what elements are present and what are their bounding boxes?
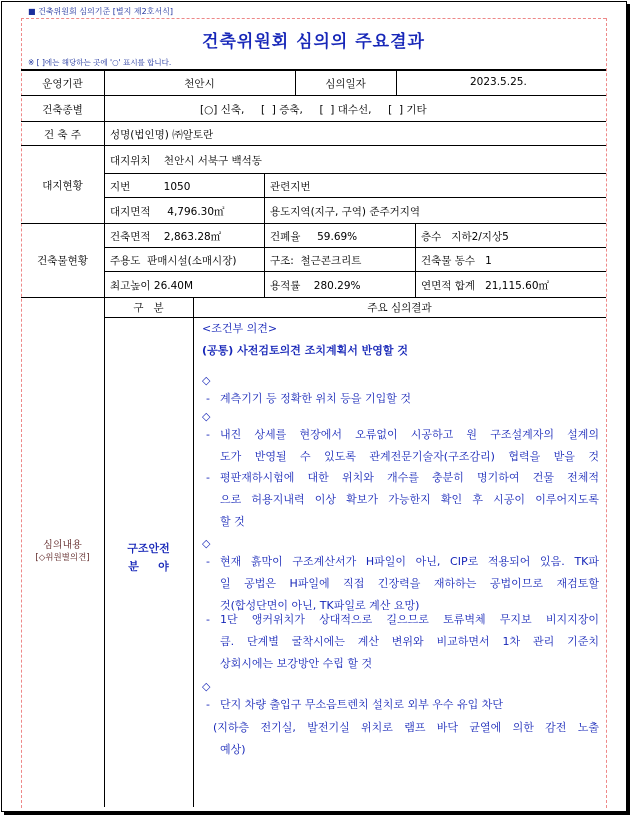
review-line: 현재 흙막이 구조계산서가 H파일이 아닌, CIP로 적용되어 있음. TK파 bbox=[220, 555, 599, 568]
building-max-height: 최고높이 26.40M bbox=[110, 280, 194, 292]
diamond-icon: ◇ bbox=[202, 680, 211, 693]
review-line: 내진 상세를 현장에서 오류없이 시공하고 원 구조설계자의 설계의 bbox=[220, 428, 599, 441]
list-item bbox=[199, 467, 599, 533]
review-line: 예상) bbox=[220, 743, 246, 756]
dash-bullet: - bbox=[206, 613, 210, 626]
review-line: 으로 허용지내력 이상 확보가 가능한지 확인 후 시공이 이루어지도록 bbox=[220, 493, 599, 506]
building-type-value: [○] 신축, [ ] 증축, [ ] 대수선, [ ] 기타 bbox=[200, 104, 427, 116]
building-far: 용적률 280.29% bbox=[270, 280, 361, 292]
site-label: 대지현황 bbox=[42, 180, 83, 192]
building-total-floor-area: 연면적 합계 21,115.60㎡ bbox=[421, 280, 550, 292]
review-section-label: 심의내용 bbox=[43, 540, 82, 551]
building-count: 건축물 동수 1 bbox=[421, 255, 492, 267]
review-date-label: 심의일자 bbox=[325, 78, 366, 90]
diamond-icon: ◇ bbox=[202, 374, 211, 387]
diamond-icon: ◇ bbox=[202, 537, 211, 550]
page-title: 건축위원회 심의의 주요결과 bbox=[202, 32, 425, 52]
category-structural-sub: 분 야 bbox=[128, 560, 169, 573]
site-area: 대지면적 4,796.30㎡ bbox=[110, 206, 225, 218]
margin-guide-top bbox=[21, 18, 606, 19]
review-line: 평판재하시험에 대한 위치와 개수를 충분히 명기하여 건물 전체적 bbox=[220, 471, 599, 484]
list-item bbox=[199, 388, 599, 410]
dash-bullet: - bbox=[206, 392, 210, 405]
review-date-value: 2023.5.25. bbox=[470, 76, 527, 88]
condition-heading: <조건부 의견> bbox=[202, 322, 278, 335]
list-item bbox=[213, 717, 599, 761]
building-structure: 구조: 철근콘크리트 bbox=[270, 255, 362, 267]
building-main-use: 주용도 판매시설(소매시장) bbox=[110, 255, 237, 267]
site-lot: 지번 1050 bbox=[110, 181, 191, 193]
review-line: 1단 앵커위치가 상대적으로 길으므로 토류벽체 무지보 비지지장이 bbox=[220, 613, 599, 626]
review-line: 큼. 단계별 굴착시에는 계산 변위와 비교하면서 1차 관리 기준치 bbox=[220, 635, 599, 648]
operator-label: 운영기관 bbox=[42, 78, 83, 90]
dash-bullet: - bbox=[206, 555, 210, 568]
category-structural: 구조안전 bbox=[127, 542, 170, 555]
site-zone: 용도지역(지구, 구역) 준주거지역 bbox=[270, 206, 421, 218]
review-section-sublabel: [◇위원별의견] bbox=[35, 553, 90, 563]
review-line: 것(합성단면이 아닌, TK파일로 계산 요망) bbox=[220, 599, 420, 612]
list-item bbox=[199, 609, 599, 675]
site-location: 대지위치 천안시 서북구 백석동 bbox=[110, 155, 262, 167]
review-line: (지하층 전기실, 발전기실 위치로 램프 바닥 균열에 의한 감전 노출 bbox=[213, 721, 599, 734]
site-related-lot: 관련지번 bbox=[270, 181, 311, 193]
dash-bullet: - bbox=[206, 471, 210, 484]
owner-label: 건 축 주 bbox=[43, 129, 82, 141]
owner-value: 성명(법인명) ㈜알토란 bbox=[110, 129, 214, 141]
list-item bbox=[199, 424, 599, 468]
col-category-header: 구 분 bbox=[133, 302, 164, 314]
dash-bullet: - bbox=[206, 428, 210, 441]
review-line: 일 공법은 H파일에 직접 긴장력을 재하하는 공법이므로 재검토할 bbox=[220, 577, 599, 590]
review-line: 도가 반영될 수 있도록 관계전문기술자(구조감리) 협력을 받을 것 bbox=[220, 450, 599, 463]
review-line: 계측기기 등 정확한 위치 등을 기입할 것 bbox=[220, 392, 411, 405]
building-type-label: 건축종별 bbox=[42, 104, 83, 116]
building-floors: 층수 지하2/지상5 bbox=[421, 231, 509, 243]
form-tag: ■ 건축위원회 심의기준 [별지 제2호서식] bbox=[28, 7, 173, 16]
review-line: 단지 차량 출입구 무소음트렌치 설치로 외부 우수 유입 차단 bbox=[220, 698, 503, 711]
building-coverage: 건폐율 59.69% bbox=[270, 231, 358, 243]
review-line: 할 것 bbox=[220, 515, 245, 528]
instruction-note: ※ [ ]에는 해당하는 곳에 '○' 표시를 합니다. bbox=[28, 58, 172, 67]
col-result-header: 주요 심의결과 bbox=[367, 302, 432, 314]
building-area: 건축면적 2,863.28㎡ bbox=[110, 231, 222, 243]
building-label: 건축물현황 bbox=[37, 255, 88, 267]
margin-guide-right bbox=[606, 18, 607, 808]
review-line: 상회시에는 보강방안 수립 할 것 bbox=[220, 657, 373, 670]
list-item bbox=[199, 551, 599, 617]
dash-bullet: - bbox=[206, 698, 210, 711]
list-item bbox=[199, 694, 599, 716]
operator-value: 천안시 bbox=[184, 78, 215, 90]
condition-text: (공통) 사전검토의견 조치계획서 반영할 것 bbox=[202, 344, 409, 357]
diamond-icon: ◇ bbox=[202, 410, 211, 423]
